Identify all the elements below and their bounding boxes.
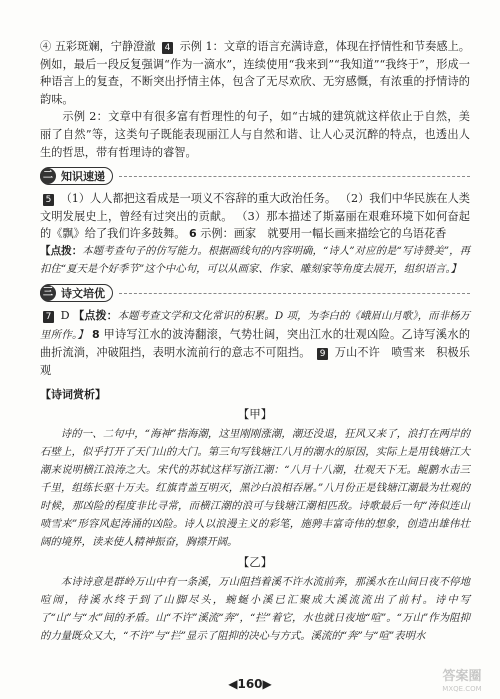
poem-yi-title: 【乙】 [237,554,273,569]
question-number-6: 6 [189,227,197,241]
section-number-circle: 二 [40,168,56,184]
question-number-5: 5 [43,194,54,206]
hint-q6: 【点拨：本题考查句子的仿写能力。根据画线句的内容明确，“诗人”对应的是“写诗赞美”，再扣住“夏天是个好季节”这个中心句，可以从画家、作家、雕刻家等角度去展开，组织语言。】 [40,244,470,275]
question-number-4: 4 [162,42,173,54]
answer-q7-q9: 7 D 【点拨：本题考查文学和文化常识的积累。D 项，为李白的《峨眉山月歌》，而非杨万里所作。】 8 甲诗写江水的波涛翻滚，气势壮阔，突出江水的壮观凶险。乙诗写溪水的曲折流淌，冲破阻挡，表明水流前行的意志不可阻挡。 9 万山不许 喷雪来 积极乐观 [40,309,471,377]
appreciation-title: 【诗词赏析】 [40,387,106,401]
poem-jia-title: 【甲】 [237,406,273,421]
section-header-knowledge [40,166,470,186]
watermark-subtext: MXQE.COM [442,685,482,693]
answer-q5-q6: 5 （1）人人都把这看成是一项义不容辞的重大政治任务。 （2）我们中华民族在人类文明发展史上，曾经有过突出的贡献。 （3）那本描述了斯嘉丽在艰难环境下如何奋起的《飘》给了我们许多鼓舞。 6 示例：画家 就要用一幅长画来描绘它的乌语花香 [40,192,470,241]
section-header-poetry [40,283,470,303]
section-number-circle: 三 [40,285,56,301]
section-divider [119,176,470,177]
page-number: ◀160▶ [228,677,272,691]
page-content [40,38,470,645]
question-number-7: 7 [43,311,54,323]
watermark-text: 答案圈 [442,669,482,684]
section-divider [119,293,470,294]
answer-top-line2: 示例 2：文章中有很多富有哲理性的句子，如“古城的建筑就这样依止于自然，美丽了自然”等，这类句子既能表现丽江人与自然和谐、让人心灵沉醉的特点，也透出人生的哲思，带有哲理诗的睿智。 [40,110,470,159]
hint-label: 【点拨： [73,309,118,323]
watermark-logo [430,663,494,695]
question-number-8: 8 [91,327,100,341]
question-number-9: 9 [317,348,328,360]
poem-jia-analysis: 诗的一、二句中，“海神”指海潮，这里刚刚涨潮，潮还没退，狂风又来了，浪打在两岸的石壁上，似乎打开了天门山的大门。第三句写钱塘江八月的潮水的原因，实际上是用钱塘江大潮来说明横江浪涛之大。宋代的苏轼这样写浙江潮：“八月十八潮，壮观天下无。鲲鹏水击三千里，组练长驱十万夫。红旗青盖互明灭，黑沙白浪相吞屠。”八月份正是钱塘江潮最为壮观的时候，那凶险的程度非比寻常，而横江潮的浪可与钱塘江潮相匹敌。诗歌最后一句“涛似连山喷雪来”形容风起涛涌的凶险。诗人以浪漫主义的彩笔，施骋丰富奇伟的想象，创造出雄伟壮阔的境界，读来使人精神振奋，胸襟开阔。 [40,427,470,548]
section-title: 知识速递 [61,170,105,184]
section-title: 诗文培优 [61,287,105,301]
answer-top-line1: ④ 五彩斑斓，宁静澄澈 4 示例 1：文章的语言充满诗意，体现在抒情性和节奏感上。例如，最后一段反复强调“作为一滴水”，连续使用“我来到”“我知道”“我终于”，形成一种语言上的复查，不断突出抒情主体，包含了无尽欢欣、无穷感慨，有浓重的抒情诗的韵味。 [40,40,470,106]
poem-yi-analysis: 本诗诗意是群岭万山中有一条溪，万山阻挡着溪不许水流前奔，那溪水在山间日夜不停地喧闹，待溪水终于到了山脚尽头，蜿蜒小溪已汇聚成大溪流流出了前村。诗中写了“山”与“水”间的矛盾。山“不许”溪流“奔”，“拦”着它，水也就日夜地“喧”。“万山”作为阻抑的力量既众又大，“不许”与“拦”显示了阻抑的决心与方式。溪流的“奔”与“喧”表明水 [40,575,470,642]
